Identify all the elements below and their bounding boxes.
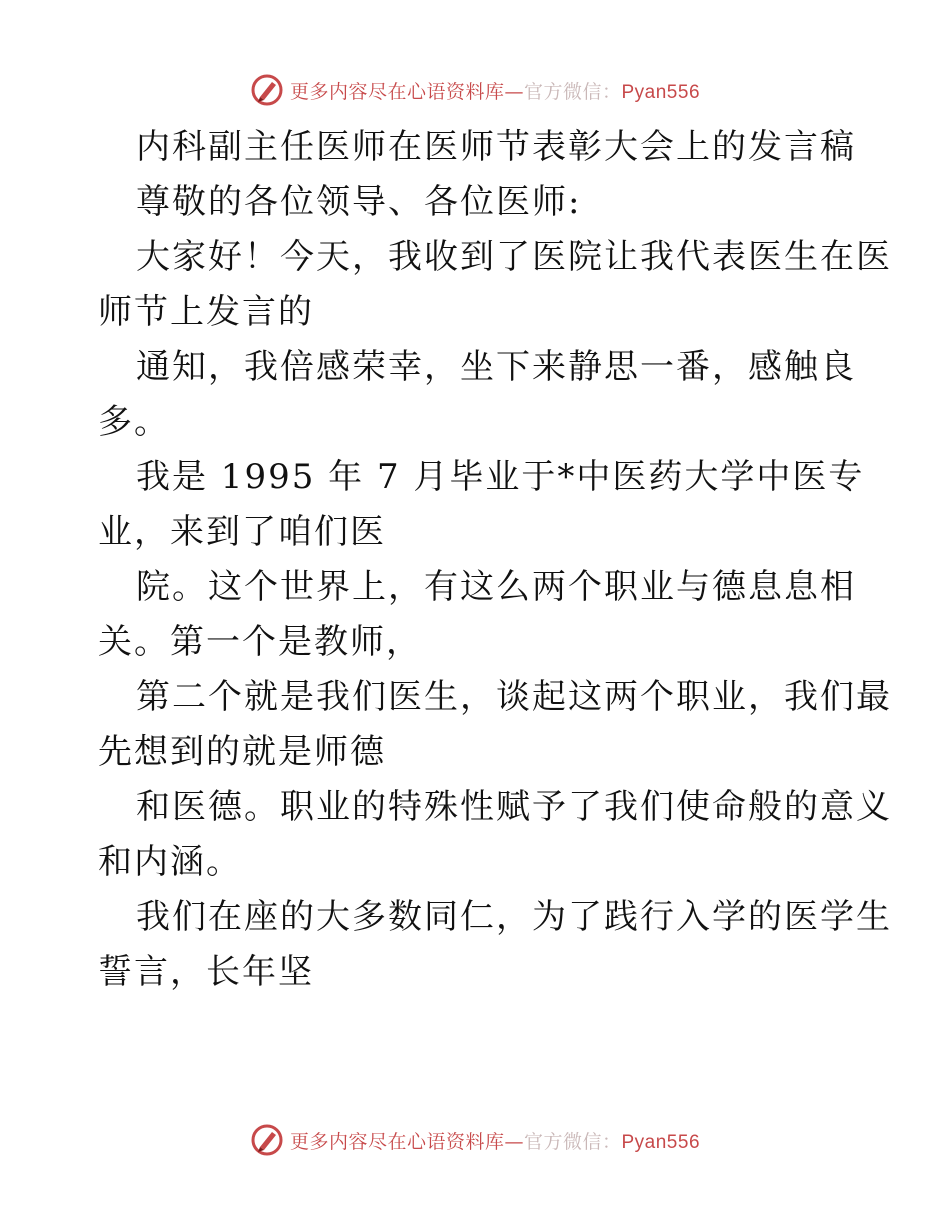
banner-dash: — [504, 80, 524, 103]
document-body [98, 120, 892, 1000]
document-title: 内科副主任医师在医师节表彰大会上的发言稿 [136, 127, 856, 167]
text-line: 和医德。职业的特殊性赋予了我们使命般的意义 [136, 787, 892, 827]
text-line: 关。第一个是教师， [98, 622, 422, 662]
text-line: 我们在座的大多数同仁，为了践行入学的医学生 [136, 897, 892, 937]
banner-main-text: 更多内容尽在心语资料库 [289, 1130, 505, 1153]
text-line: 多。 [98, 402, 170, 442]
header-watermark [0, 70, 950, 110]
text-line: 誓言，长年坚 [98, 952, 314, 992]
text-line: 我是 1995 年 7 月毕业于*中医药大学中医专 [136, 457, 865, 497]
text-line: 先想到的就是师德 [98, 732, 386, 772]
banner-wechat-id: Pyan556 [621, 81, 701, 103]
banner-main-text: 更多内容尽在心语资料库 [289, 80, 505, 103]
footer-watermark [0, 1120, 950, 1160]
text-line: 业，来到了咱们医 [98, 512, 386, 552]
banner-wechat-id: Pyan556 [621, 1131, 701, 1153]
salutation: 尊敬的各位领导、各位医师: [136, 182, 582, 222]
text-line: 院。这个世界上，有这么两个职业与德息息相 [136, 567, 856, 607]
pen-logo-icon [250, 73, 284, 107]
text-line: 通知，我倍感荣幸，坐下来静思一番，感触良 [136, 347, 856, 387]
banner-wechat-label: 官方微信： [523, 1130, 622, 1153]
text-line: 和内涵。 [98, 842, 242, 882]
text-line: 第二个就是我们医生，谈起这两个职业，我们最 [136, 677, 892, 717]
pen-logo-icon [250, 1123, 284, 1157]
text-line: 大家好！今天，我收到了医院让我代表医生在医 [136, 237, 892, 277]
banner-wechat-label: 官方微信： [523, 80, 622, 103]
text-line: 师节上发言的 [98, 292, 314, 332]
banner-dash: — [504, 1130, 524, 1153]
